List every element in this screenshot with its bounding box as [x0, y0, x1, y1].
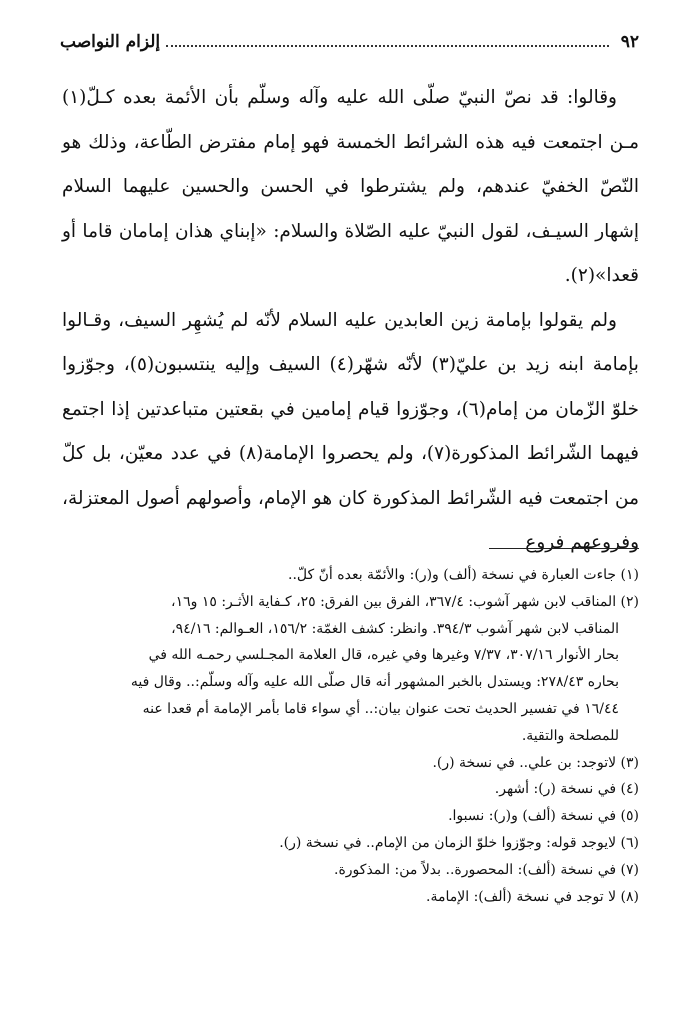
footnote-line: (٢) المناقب لابن شهر آشوب: ٣٦٧/٤، الفرق بين الفرق: ٢٥، كـفاية الأثـر: ١٥ و١٦، — [171, 593, 639, 610]
footnote-line: للمصلحة والتقية. — [521, 727, 619, 744]
footnote-line: بحار الأنوار ٣٠٧/١٦، ٧/٣٧ وغيرها وفي غيره، قال العلامة المجـلسي رحمـه الله في — [148, 647, 619, 664]
running-title: إلزام النواصب — [60, 32, 161, 52]
footnote-line: بحاره ٢٧٨/٤٣: ويستدل بالخبر المشهور أنه قال صلّى الله عليه وآله وسلّم:.. وقال فيه — [130, 674, 619, 691]
footnote — [60, 776, 639, 803]
footnote-line: (٥) في نسخة (ألف) و(ر): نسبوا. — [448, 808, 639, 825]
footnote — [60, 589, 639, 750]
footnote — [60, 857, 639, 884]
footnote — [60, 830, 639, 857]
footnotes — [60, 562, 639, 910]
main-text — [62, 76, 639, 566]
header-dotted-leader — [166, 37, 609, 47]
footnote-line: (٤) في نسخة (ر): أشهر. — [494, 781, 639, 798]
paragraph: ولم يقولوا بإمامة زين العابدين عليه السلام لأنّه لم يُشهِر السيف، وقـالوا بإمامة ابنه زيد بن عليّ(٣) لأنّه شهّر(٤) السيف وإليه ينتسبون(٥)، وجوّزوا خلوّ الزّمان من إمام(٦)، وجوّزوا قيام إمامين في بقعتين متباعدتين إذا اجتمع فيهما الشّرائط المذكورة(٧)، ولم يحصروا الإمامة(٨) في عدد معيّن، بل كلّ من اجتمعت فيه الشّرائط المذكورة كان هو الإمام، وأصولهم أصول المعتزلة، وفروعهم فروع — [62, 309, 639, 553]
footnote-line: (١) جاءت العبارة في نسخة (ألف) و(ر): والأئمّة بعده أنّ كلّ.. — [288, 567, 639, 583]
footnote-line: (٧) في نسخة (ألف): المحصورة.. بدلاً من: المذكورة. — [334, 861, 639, 878]
footnote-line: ١٦/٤٤ في تفسير الحديث تحت عنوان بيان:.. أي سواء قاما بأمر الإمامة أم قعدا عنه — [142, 700, 619, 717]
footnote-line: المناقب لابن شهر آشوب ٣٩٤/٣. وانظر: كشف الغمّة: ١٥٦/٢، العـوالم: ٩٤/١٦، — [171, 620, 619, 637]
footnote — [60, 884, 639, 911]
paragraph: وقالوا: قد نصّ النبيّ صلّى الله عليه وآله وسلّم بأن الأئمة بعده كـلّ(١) مـن اجتمعت فيه هذه الشرائط الخمسة فهو إمام مفترض الطّاعة، وذلك هو النّصّ الخفيّ عندهم، ولم يشترطوا في الحسن والحسين عليهما السلام إشهار السيـف، لقول النبيّ عليه الصّلاة والسلام: «إبناي هذان إمامان قاما أو قعدا»(٢). — [62, 87, 639, 286]
footnote — [60, 562, 639, 589]
page-header — [60, 28, 639, 56]
footnote-separator — [489, 548, 639, 549]
footnote-line: (٣) لاتوجد: بن علي.. في نسخة (ر). — [432, 754, 639, 771]
footnote-line: (٨) لا توجد في نسخة (ألف): الإمامة. — [426, 888, 639, 905]
footnote-line: (٦) لايوجد قوله: وجوّزوا خلوّ الزمان من الإمام.. في نسخة (ر). — [279, 834, 639, 851]
page-number: ٩٢ — [620, 32, 639, 52]
footnote — [60, 750, 639, 777]
footnote — [60, 803, 639, 830]
